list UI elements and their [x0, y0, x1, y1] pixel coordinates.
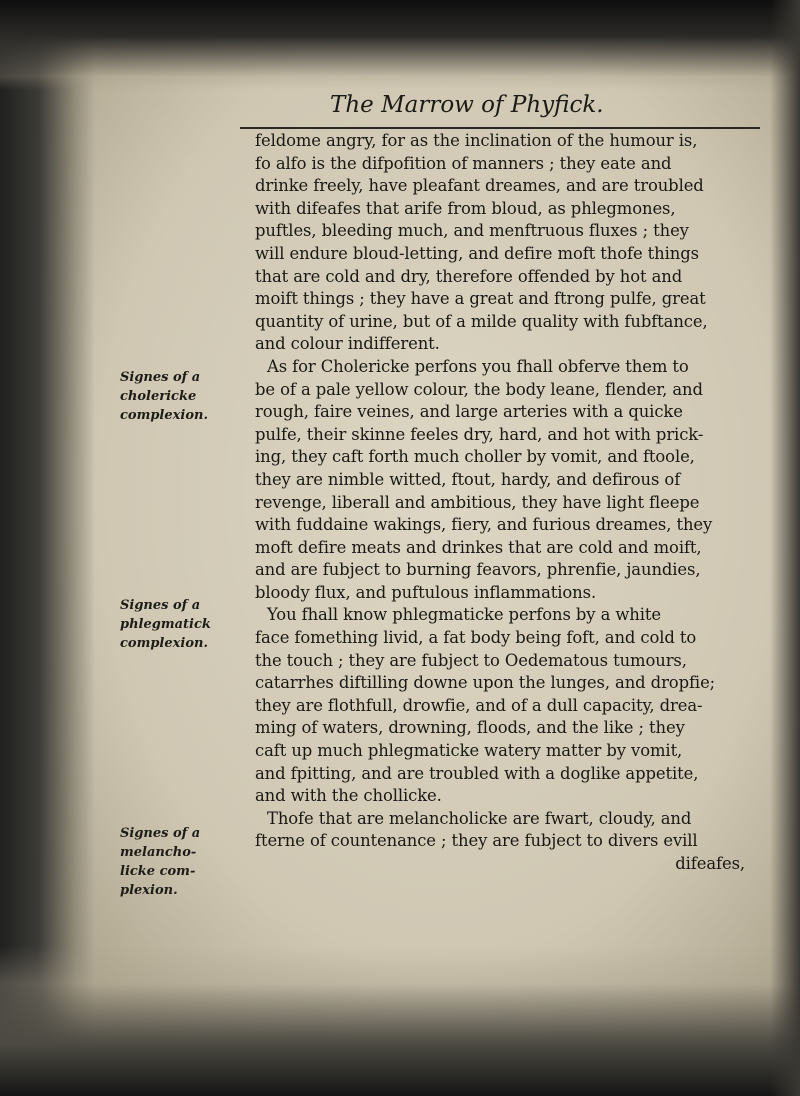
text-line: the touch ; they are fubject to Oedematous tumours,	[255, 650, 687, 670]
text-line: and colour indifferent.	[255, 334, 440, 354]
text-line: they are nimble witted, ftout, hardy, and defirous of	[255, 469, 681, 489]
text-line: You fhall know phlegmaticke perfons by a white	[267, 605, 661, 625]
text-line: bloody flux, and puftulous inflammations.	[255, 582, 597, 602]
text-line: they are flothfull, drowfie, and of a dull capacity, drea-	[255, 695, 703, 715]
text-line: caft up much phlegmaticke watery matter by vomit,	[255, 741, 683, 761]
text-line: Thofe that are melancholicke are fwart, cloudy, and	[267, 808, 692, 828]
text-line: that are cold and dry, therefore offended by hot and	[255, 266, 683, 286]
text-line: and with the chollicke.	[255, 786, 442, 806]
margin-note-line: Signes of a	[120, 598, 201, 613]
margin-note-line: Signes of a	[120, 370, 201, 385]
text-line: drinke freely, have pleafant dreames, and are troubled	[255, 176, 704, 196]
margin-note-line: Signes of a	[120, 826, 201, 841]
margin-note-line: plexion.	[120, 883, 178, 898]
header-rule	[240, 127, 760, 129]
margin-note-line: phlegmatick	[120, 617, 211, 632]
text-line: and fpitting, and are troubled with a doglike appetite,	[255, 763, 699, 783]
text-line: puftles, bleeding much, and menftruous fluxes ; they	[255, 221, 689, 241]
text-line: ing, they caft forth much choller by vomit, and ftoole,	[255, 447, 695, 467]
text-line: face fomething livid, a fat body being foft, and cold to	[255, 628, 697, 648]
margin-note-line: melancho-	[120, 845, 197, 860]
text-line: feldome angry, for as the inclination of the humour is,	[255, 131, 698, 150]
text-line: As for Cholericke perfons you fhall obferve them to	[267, 356, 689, 376]
text-line: with difeafes that arife from bloud, as phlegmones,	[255, 198, 676, 218]
text-line: fo alfo is the difpofition of manners ; they eate and	[255, 153, 672, 173]
page-shadow-bottom	[0, 946, 800, 1096]
text-line: ming of waters, drowning, floods, and the like ; they	[255, 718, 685, 738]
text-line: moift things ; they have a great and ftrong pulfe, great	[255, 289, 706, 309]
text-line: will endure bloud-letting, and defire moft thofe things	[255, 243, 699, 263]
body-text	[255, 130, 775, 876]
margin-note-line: complexion.	[120, 636, 208, 651]
text-line: with fuddaine wakings, fiery, and furious dreames, they	[255, 515, 713, 535]
text-line: difeafes,	[675, 854, 745, 873]
text-line: quantity of urine, but of a milde quality with fubftance,	[255, 311, 708, 331]
running-head: The Marrow of Phyfick.	[330, 92, 604, 118]
page-shadow-top	[0, 0, 800, 90]
text-line: revenge, liberall and ambitious, they have light fleepe	[255, 492, 700, 512]
margin-note-phlegmatic	[120, 596, 252, 653]
text-line: rough, faire veines, and large arteries with a quicke	[255, 402, 683, 422]
margin-note-line: cholericke	[120, 389, 197, 404]
text-line: be of a pale yellow colour, the body leane, flender, and	[255, 379, 703, 399]
page-shadow-left	[0, 0, 95, 1096]
text-line: and are fubject to burning feavors, phrenfie, jaundies,	[255, 560, 701, 580]
margin-note-line: complexion.	[120, 408, 208, 423]
text-line: moft defire meats and drinkes that are cold and moift,	[255, 537, 702, 557]
text-line: catarrhes diftilling downe upon the lunges, and dropfie;	[255, 673, 716, 693]
margin-note-melancholic	[120, 824, 252, 900]
text-line: pulfe, their skinne feeles dry, hard, and hot with prick-	[255, 424, 704, 444]
text-line: fterne of countenance ; they are fubject to divers evill	[255, 831, 698, 851]
margin-note-line: licke com-	[120, 864, 196, 879]
margin-note-choleric	[120, 368, 252, 425]
